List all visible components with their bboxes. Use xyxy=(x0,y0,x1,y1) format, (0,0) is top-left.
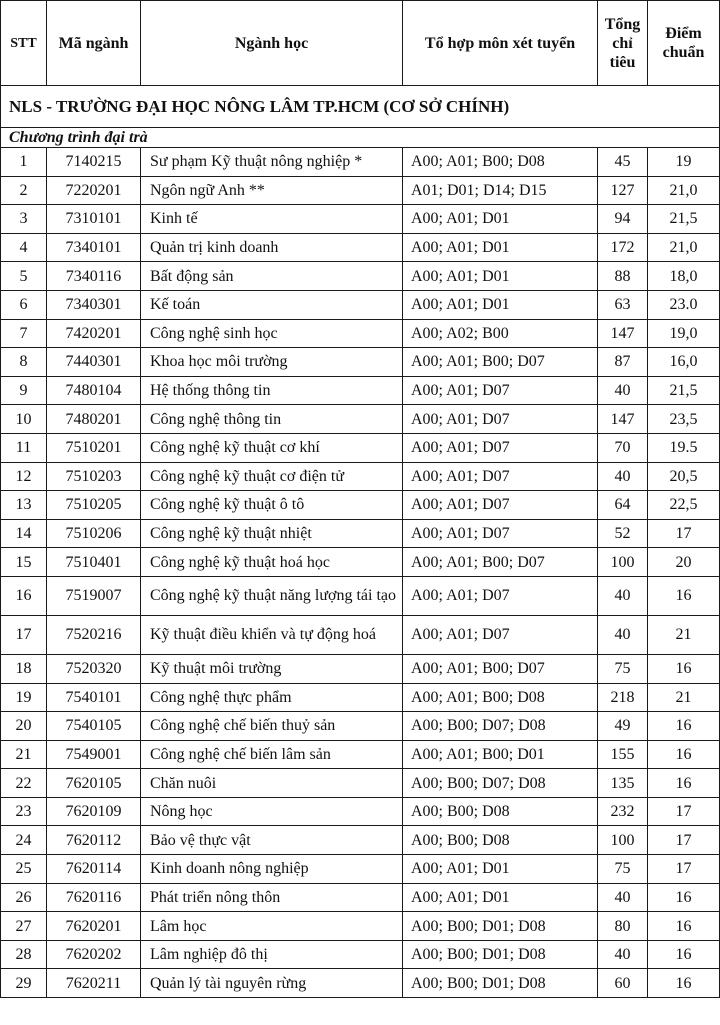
table-row xyxy=(1,740,720,769)
cell-major-code: 7480201 xyxy=(47,405,141,434)
cell-stt: 13 xyxy=(1,491,47,520)
cell-stt: 29 xyxy=(1,969,47,998)
cell-stt: 11 xyxy=(1,433,47,462)
cell-subject-combos: A00; A01; D01 xyxy=(403,262,598,291)
cell-score: 16 xyxy=(648,740,720,769)
cell-quota: 147 xyxy=(598,405,648,434)
cell-subject-combos: A00; A01; B00; D07 xyxy=(403,548,598,577)
cell-major-code: 7520320 xyxy=(47,654,141,683)
cell-subject-combos: A00; A01; D01 xyxy=(403,855,598,884)
cell-major: Công nghệ kỹ thuật cơ điện tử xyxy=(141,462,403,491)
cell-quota: 87 xyxy=(598,348,648,377)
cell-major-code: 7510205 xyxy=(47,491,141,520)
cell-score: 17 xyxy=(648,826,720,855)
table-row xyxy=(1,683,720,712)
section-title: NLS - TRƯỜNG ĐẠI HỌC NÔNG LÂM TP.HCM (CƠ SỞ CHÍNH) xyxy=(1,86,720,128)
cell-subject-combos: A00; B00; D07; D08 xyxy=(403,769,598,798)
cell-major: Chăn nuôi xyxy=(141,769,403,798)
cell-subject-combos: A00; A02; B00 xyxy=(403,319,598,348)
cell-major: Công nghệ chế biến thuỷ sản xyxy=(141,712,403,741)
table-row xyxy=(1,940,720,969)
cell-score: 16 xyxy=(648,969,720,998)
cell-subject-combos: A00; B00; D08 xyxy=(403,797,598,826)
cell-subject-combos: A00; A01; D07 xyxy=(403,576,598,615)
cell-stt: 26 xyxy=(1,883,47,912)
cell-major: Lâm nghiệp đô thị xyxy=(141,940,403,969)
cell-stt: 15 xyxy=(1,548,47,577)
cell-major-code: 7620201 xyxy=(47,912,141,941)
cell-major-code: 7340301 xyxy=(47,290,141,319)
table-row xyxy=(1,262,720,291)
cell-quota: 40 xyxy=(598,576,648,615)
header-total-quota: Tổng chỉ tiêu xyxy=(598,1,648,86)
cell-score: 16 xyxy=(648,654,720,683)
cell-quota: 75 xyxy=(598,855,648,884)
cell-subject-combos: A00; A01; B00; D08 xyxy=(403,148,598,177)
table-row xyxy=(1,376,720,405)
cell-quota: 52 xyxy=(598,519,648,548)
cell-major: Phát triển nông thôn xyxy=(141,883,403,912)
table-row xyxy=(1,205,720,234)
cell-stt: 6 xyxy=(1,290,47,319)
cell-major-code: 7620202 xyxy=(47,940,141,969)
cell-quota: 88 xyxy=(598,262,648,291)
cell-major: Kỹ thuật môi trường xyxy=(141,654,403,683)
cell-major-code: 7620116 xyxy=(47,883,141,912)
cell-major: Quản lý tài nguyên rừng xyxy=(141,969,403,998)
cell-major: Công nghệ kỹ thuật cơ khí xyxy=(141,433,403,462)
cell-major: Công nghệ thông tin xyxy=(141,405,403,434)
cell-major-code: 7510206 xyxy=(47,519,141,548)
cell-subject-combos: A00; A01; D01 xyxy=(403,883,598,912)
cell-score: 16 xyxy=(648,912,720,941)
table-row xyxy=(1,576,720,615)
cell-major-code: 7310101 xyxy=(47,205,141,234)
cell-subject-combos: A00; A01; D01 xyxy=(403,290,598,319)
cell-score: 16 xyxy=(648,940,720,969)
header-major: Ngành học xyxy=(141,1,403,86)
cell-score: 19.5 xyxy=(648,433,720,462)
cell-score: 17 xyxy=(648,855,720,884)
table-row xyxy=(1,176,720,205)
cell-quota: 232 xyxy=(598,797,648,826)
cell-major: Lâm học xyxy=(141,912,403,941)
cell-subject-combos: A00; A01; B00; D08 xyxy=(403,683,598,712)
cell-stt: 17 xyxy=(1,615,47,654)
cell-stt: 27 xyxy=(1,912,47,941)
cell-score: 23.0 xyxy=(648,290,720,319)
cell-quota: 40 xyxy=(598,615,648,654)
cell-subject-combos: A00; A01; D01 xyxy=(403,233,598,262)
cell-quota: 40 xyxy=(598,940,648,969)
cell-major-code: 7620114 xyxy=(47,855,141,884)
table-row xyxy=(1,912,720,941)
header-major-code: Mã ngành xyxy=(47,1,141,86)
cell-subject-combos: A00; A01; D07 xyxy=(403,405,598,434)
cell-major-code: 7340116 xyxy=(47,262,141,291)
cell-major-code: 7510401 xyxy=(47,548,141,577)
table-row xyxy=(1,405,720,434)
cell-quota: 127 xyxy=(598,176,648,205)
cell-subject-combos: A00; A01; D07 xyxy=(403,376,598,405)
cell-major: Công nghệ kỹ thuật nhiệt xyxy=(141,519,403,548)
cell-major-code: 7340101 xyxy=(47,233,141,262)
cell-score: 21,5 xyxy=(648,205,720,234)
cell-major-code: 7140215 xyxy=(47,148,141,177)
cell-major: Công nghệ thực phẩm xyxy=(141,683,403,712)
cell-quota: 100 xyxy=(598,826,648,855)
cell-subject-combos: A01; D01; D14; D15 xyxy=(403,176,598,205)
cell-subject-combos: A00; A01; D07 xyxy=(403,462,598,491)
cell-quota: 40 xyxy=(598,376,648,405)
table-row xyxy=(1,433,720,462)
cell-score: 21,5 xyxy=(648,376,720,405)
cell-major-code: 7220201 xyxy=(47,176,141,205)
cell-quota: 40 xyxy=(598,462,648,491)
table-row xyxy=(1,148,720,177)
cell-subject-combos: A00; A01; B00; D07 xyxy=(403,654,598,683)
cell-quota: 94 xyxy=(598,205,648,234)
cell-stt: 10 xyxy=(1,405,47,434)
cell-quota: 64 xyxy=(598,491,648,520)
cell-quota: 75 xyxy=(598,654,648,683)
cell-quota: 100 xyxy=(598,548,648,577)
cell-major: Bất động sản xyxy=(141,262,403,291)
cell-major-code: 7540105 xyxy=(47,712,141,741)
cell-stt: 12 xyxy=(1,462,47,491)
cell-major-code: 7620211 xyxy=(47,969,141,998)
table-row xyxy=(1,797,720,826)
cell-major: Ngôn ngữ Anh ** xyxy=(141,176,403,205)
cell-major-code: 7519007 xyxy=(47,576,141,615)
cell-subject-combos: A00; B00; D01; D08 xyxy=(403,940,598,969)
table-row xyxy=(1,855,720,884)
table-row xyxy=(1,969,720,998)
cell-subject-combos: A00; A01; D01 xyxy=(403,205,598,234)
cell-stt: 22 xyxy=(1,769,47,798)
cell-quota: 70 xyxy=(598,433,648,462)
cell-score: 18,0 xyxy=(648,262,720,291)
table-row xyxy=(1,654,720,683)
cell-score: 19,0 xyxy=(648,319,720,348)
cell-major: Công nghệ kỹ thuật ô tô xyxy=(141,491,403,520)
cell-major: Khoa học môi trường xyxy=(141,348,403,377)
cell-score: 17 xyxy=(648,519,720,548)
cell-quota: 60 xyxy=(598,969,648,998)
cell-stt: 20 xyxy=(1,712,47,741)
cell-major: Công nghệ chế biến lâm sản xyxy=(141,740,403,769)
cell-stt: 18 xyxy=(1,654,47,683)
cell-major-code: 7440301 xyxy=(47,348,141,377)
table-row xyxy=(1,548,720,577)
table-row xyxy=(1,233,720,262)
cell-quota: 40 xyxy=(598,883,648,912)
cell-subject-combos: A00; A01; D07 xyxy=(403,615,598,654)
cell-major: Quản trị kinh doanh xyxy=(141,233,403,262)
cell-stt: 14 xyxy=(1,519,47,548)
table-row xyxy=(1,290,720,319)
header-cutoff-score: Điểm chuẩn xyxy=(648,1,720,86)
cell-stt: 25 xyxy=(1,855,47,884)
cell-major-code: 7540101 xyxy=(47,683,141,712)
cell-major: Kinh tế xyxy=(141,205,403,234)
cell-stt: 8 xyxy=(1,348,47,377)
cell-major-code: 7420201 xyxy=(47,319,141,348)
cell-quota: 49 xyxy=(598,712,648,741)
cell-quota: 80 xyxy=(598,912,648,941)
table-row xyxy=(1,712,720,741)
cell-stt: 19 xyxy=(1,683,47,712)
cell-score: 16,0 xyxy=(648,348,720,377)
header-stt: STT xyxy=(1,1,47,86)
cell-major-code: 7520216 xyxy=(47,615,141,654)
cell-subject-combos: A00; A01; B00; D07 xyxy=(403,348,598,377)
cell-stt: 21 xyxy=(1,740,47,769)
cell-score: 20,5 xyxy=(648,462,720,491)
cell-major-code: 7549001 xyxy=(47,740,141,769)
cell-stt: 1 xyxy=(1,148,47,177)
cell-quota: 63 xyxy=(598,290,648,319)
cell-major: Bảo vệ thực vật xyxy=(141,826,403,855)
table-row xyxy=(1,462,720,491)
cell-score: 20 xyxy=(648,548,720,577)
table-row xyxy=(1,883,720,912)
cell-major: Kỹ thuật điều khiển và tự động hoá xyxy=(141,615,403,654)
cell-major: Sư phạm Kỹ thuật nông nghiệp * xyxy=(141,148,403,177)
cell-score: 21 xyxy=(648,615,720,654)
cell-quota: 135 xyxy=(598,769,648,798)
table-row xyxy=(1,348,720,377)
cell-score: 21 xyxy=(648,683,720,712)
table-row xyxy=(1,519,720,548)
cell-major-code: 7620105 xyxy=(47,769,141,798)
cell-stt: 16 xyxy=(1,576,47,615)
cell-subject-combos: A00; B00; D01; D08 xyxy=(403,969,598,998)
cell-score: 16 xyxy=(648,576,720,615)
cell-subject-combos: A00; B00; D07; D08 xyxy=(403,712,598,741)
cell-score: 16 xyxy=(648,883,720,912)
cell-quota: 45 xyxy=(598,148,648,177)
cell-stt: 7 xyxy=(1,319,47,348)
cell-stt: 28 xyxy=(1,940,47,969)
cell-stt: 3 xyxy=(1,205,47,234)
cell-quota: 172 xyxy=(598,233,648,262)
cell-stt: 23 xyxy=(1,797,47,826)
cell-score: 19 xyxy=(648,148,720,177)
cell-subject-combos: A00; A01; D07 xyxy=(403,491,598,520)
cell-score: 16 xyxy=(648,769,720,798)
cell-major: Kế toán xyxy=(141,290,403,319)
cell-stt: 4 xyxy=(1,233,47,262)
cell-subject-combos: A00; A01; B00; D01 xyxy=(403,740,598,769)
cell-score: 16 xyxy=(648,712,720,741)
cell-major: Công nghệ kỹ thuật hoá học xyxy=(141,548,403,577)
cell-score: 21,0 xyxy=(648,233,720,262)
subsection-title: Chương trình đại trà xyxy=(1,128,720,148)
table-header xyxy=(1,1,720,86)
cell-major-code: 7510203 xyxy=(47,462,141,491)
cell-major: Công nghệ kỹ thuật năng lượng tái tạo xyxy=(141,576,403,615)
cell-major-code: 7510201 xyxy=(47,433,141,462)
cell-score: 17 xyxy=(648,797,720,826)
cell-major: Nông học xyxy=(141,797,403,826)
table-row xyxy=(1,826,720,855)
cell-stt: 5 xyxy=(1,262,47,291)
cell-subject-combos: A00; A01; D07 xyxy=(403,433,598,462)
cell-stt: 9 xyxy=(1,376,47,405)
cell-score: 21,0 xyxy=(648,176,720,205)
cell-stt: 2 xyxy=(1,176,47,205)
table-row xyxy=(1,491,720,520)
cell-subject-combos: A00; A01; D07 xyxy=(403,519,598,548)
cell-quota: 218 xyxy=(598,683,648,712)
cell-major: Công nghệ sinh học xyxy=(141,319,403,348)
cell-subject-combos: A00; B00; D01; D08 xyxy=(403,912,598,941)
cell-major: Kinh doanh nông nghiệp xyxy=(141,855,403,884)
table-row xyxy=(1,769,720,798)
cell-stt: 24 xyxy=(1,826,47,855)
cell-major-code: 7480104 xyxy=(47,376,141,405)
cell-quota: 147 xyxy=(598,319,648,348)
cell-major-code: 7620109 xyxy=(47,797,141,826)
header-subject-combos: Tổ hợp môn xét tuyển xyxy=(403,1,598,86)
cell-score: 23,5 xyxy=(648,405,720,434)
cell-subject-combos: A00; B00; D08 xyxy=(403,826,598,855)
cell-major: Hệ thống thông tin xyxy=(141,376,403,405)
table-row xyxy=(1,319,720,348)
cell-major-code: 7620112 xyxy=(47,826,141,855)
table-row xyxy=(1,615,720,654)
cell-quota: 155 xyxy=(598,740,648,769)
cell-score: 22,5 xyxy=(648,491,720,520)
table-body xyxy=(1,86,720,998)
